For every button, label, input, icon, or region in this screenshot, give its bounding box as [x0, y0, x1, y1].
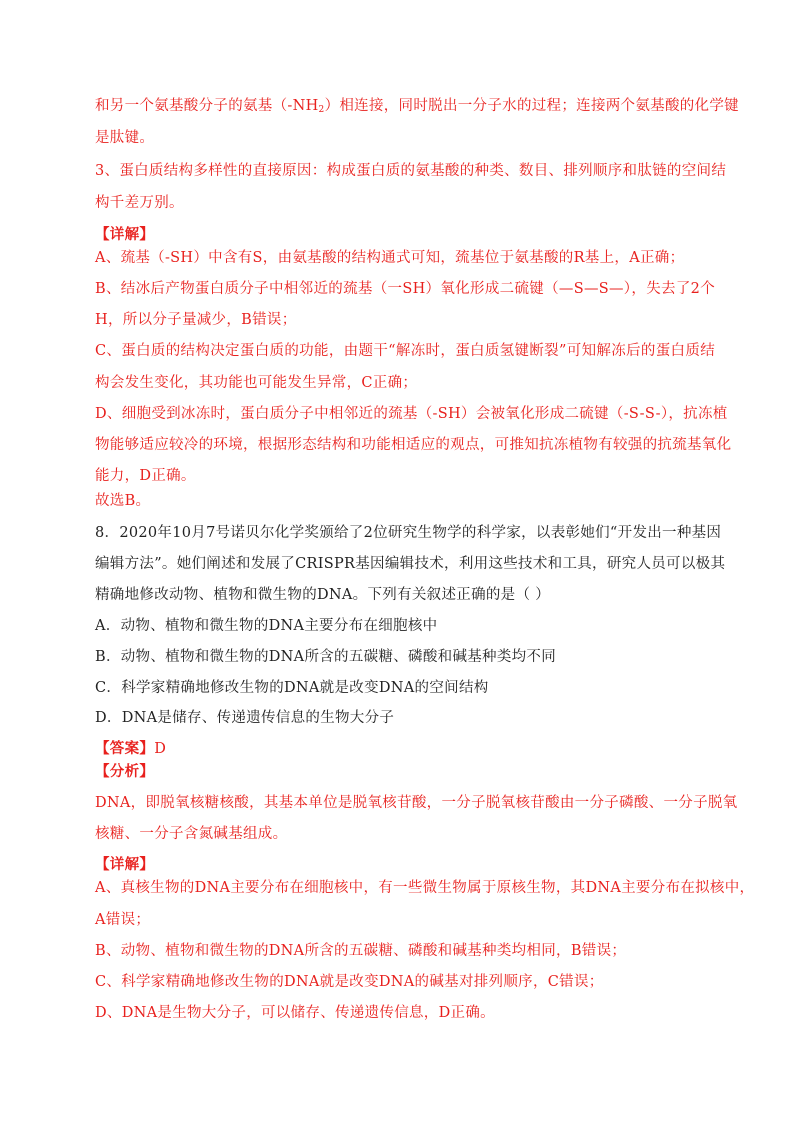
analysis-label: 【分析】: [95, 763, 155, 780]
prev-analysis-item3-line1: 3、蛋白质结构多样性的直接原因：构成蛋白质的氨基酸的种类、数目、排列顺序和肽链的空间结: [95, 163, 727, 179]
answer-line: [95, 739, 715, 759]
text-segment: 和另一个氨基酸分子的氨基（-NH: [95, 98, 319, 114]
prev-analysis-cont-line2: 是肽键。: [95, 130, 155, 146]
answer-value: D: [154, 741, 167, 757]
detail-c-line1: C、蛋白质的结构决定蛋白质的功能，由题干“解冻时，蛋白质氢键断裂”可知解冻后的蛋白质结: [95, 343, 715, 359]
detail-d-line1: D、细胞受到冰冻时，蛋白质分子中相邻近的巯基（-SH）会被氧化形成二硫键（-S-S-），抗冻植: [95, 406, 728, 422]
detail-c-line2: 构会发生变化，其功能也可能发生异常，C正确；: [95, 375, 418, 391]
detail-d-line3: 能力，D正确。: [95, 468, 196, 484]
detail-a: A、巯基（-SH）中含有S，由氨基酸的结构通式可知，巯基位于氨基酸的R基上，A正确；: [95, 250, 685, 266]
analysis-line1: DNA，即脱氧核糖核酸，其基本单位是脱氧核苷酸，一分子脱氧核苷酸由一分子磷酸、一分子脱氧: [95, 795, 738, 811]
question8-stem-line3: 精确地修改动物、植物和微生物的DNA。下列有关叙述正确的是（ ）: [95, 587, 550, 603]
option-c: C．科学家精确地修改生物的DNA就是改变DNA的空间结构: [95, 680, 489, 696]
analysis-line2: 核糖、一分子含氮碱基组成。: [95, 826, 288, 842]
detail-d-line2: 物能够适应较冷的环境，根据形态结构和功能相适应的观点，可推知抗冻植物有较强的抗巯基氧化: [95, 437, 732, 453]
q8-detail-d: D、DNA是生物大分子，可以储存、传递遗传信息，D正确。: [95, 1005, 495, 1021]
text-segment: ）相连接，同时脱出一分子水的过程；连接两个氨基酸的化学键: [324, 98, 739, 114]
q8-detail-a-line2: A错误；: [95, 912, 151, 928]
detail-conclusion: 故选B。: [95, 493, 151, 509]
option-a: A．动物、植物和微生物的DNA主要分布在细胞核中: [95, 618, 438, 634]
option-d: D．DNA是储存、传递遗传信息的生物大分子: [95, 710, 395, 726]
option-b: B．动物、植物和微生物的DNA所含的五碳糖、磷酸和碱基种类均不同: [95, 649, 557, 665]
subscript: 2: [318, 105, 325, 115]
question8-stem-line2: 编辑方法”。她们阐述和发展了CRISPR基因编辑技术，利用这些技术和工具，研究人员可以极其: [95, 556, 726, 572]
q8-detail-label: 【详解】: [95, 856, 155, 873]
q8-detail-b: B、动物、植物和微生物的DNA所含的五碳糖、磷酸和碱基种类均相同，B错误；: [95, 943, 627, 959]
prev-analysis-item3-line2: 构千差万别。: [95, 195, 184, 211]
q8-detail-c: C、科学家精确地修改生物的DNA就是改变DNA的碱基对排列顺序，C错误；: [95, 974, 604, 990]
detail-label: 【详解】: [95, 226, 155, 243]
question8-stem-line1: 8．2020年10月7号诺贝尔化学奖颁给了2位研究生物学的科学家，以表彰她们“开发出一种基因: [95, 525, 722, 541]
answer-label: 【答案】: [95, 740, 155, 757]
prev-analysis-cont-line1: [95, 96, 739, 116]
detail-b-line1: B、结冰后产物蛋白质分子中相邻近的巯基（一SH）氧化形成二硫键（—S—S—），失去了2个: [95, 281, 715, 297]
q8-detail-a-line1: A、真核生物的DNA主要分布在细胞核中，有一些微生物属于原核生物，其DNA主要分布在拟核中，: [95, 880, 755, 896]
detail-b-line2: H，所以分子量减少，B错误；: [95, 312, 297, 328]
